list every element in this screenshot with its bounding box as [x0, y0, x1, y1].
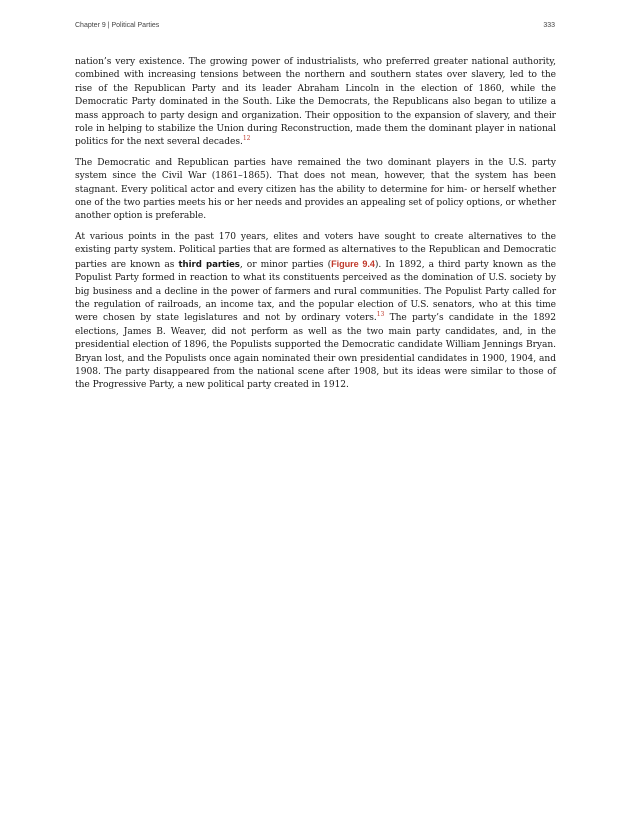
paragraph-1 [75, 56, 556, 150]
paragraph-2 [75, 157, 556, 224]
paragraph-3 [75, 231, 556, 393]
footnote-ref-13[interactable]: 13 [376, 311, 385, 319]
paragraph-text: , or minor parties ( [239, 259, 332, 270]
paragraph-text: nation’s very existence. The growing power of industrialists, who preferred greater national authority, combined with increasing tensions between the northern and southern states over slavery, led to the rise of the Republican Party and its leader Abraham Lincoln in the election of 1860, while the Democratic Party dominated in the South. Like the Democrats, the Republicans also began to utilize a mass approach to party design and organization. Their opposition to the expansion of slavery, and their role in helping to stabilize the Union during Reconstruction, made them the dominant player in national politics for the next several decades. [75, 57, 556, 148]
footnote-ref-12[interactable]: 12 [242, 135, 251, 143]
figure-link[interactable]: Figure 9.4 [331, 258, 375, 269]
paragraph-text: The Democratic and Republican parties have remained the two dominant players in the U.S. party system since the Civil War (1861–1865). That does not mean, however, that the system has been stagnant. Every political actor and every citizen has the ability to determine for him- or herself whether one of the two parties meets his or her needs and provides an appealing set of policy options, or whether another option is preferable. [75, 157, 556, 222]
key-term-third-parties: third parties [178, 259, 240, 270]
chapter-title: Chapter 9 | Political Parties [75, 22, 160, 29]
paragraph-text: The party’s candidate in the 1892 elections, James B. Weaver, did not perform as well as the two main party candidates, and, in the presidential election of 1896, the Populists supported the Democratic candidate William Jennings Bryan. Bryan lost, and the Populists once again nominated their own presidential candidates in 1900, 1904, and 1908. The party disappeared from the national scene after 1908, but its ideas were similar to those of the Progressive Party, a new political party created in 1912. [75, 313, 556, 391]
running-header [75, 22, 555, 34]
page-number: 333 [543, 22, 555, 29]
paragraph-text: ). In 1892, a third party known as the Populist Party formed in reaction to what its constituents perceived as the domination of U.S. society by big business and a decline in the power of farmers and rural communities. The Populist Party called for the regulation of railroads, an income tax, and the popular election of U.S. senators, who at this time were chosen by state legislatures and not by ordinary voters. [75, 259, 556, 324]
body-text [75, 56, 556, 400]
paragraph-text: At various points in the past 170 years, elites and voters have sought to create alternatives to the existing party system. Political parties that are formed as alternatives to the Republican and Democratic parties are known as [75, 231, 556, 270]
